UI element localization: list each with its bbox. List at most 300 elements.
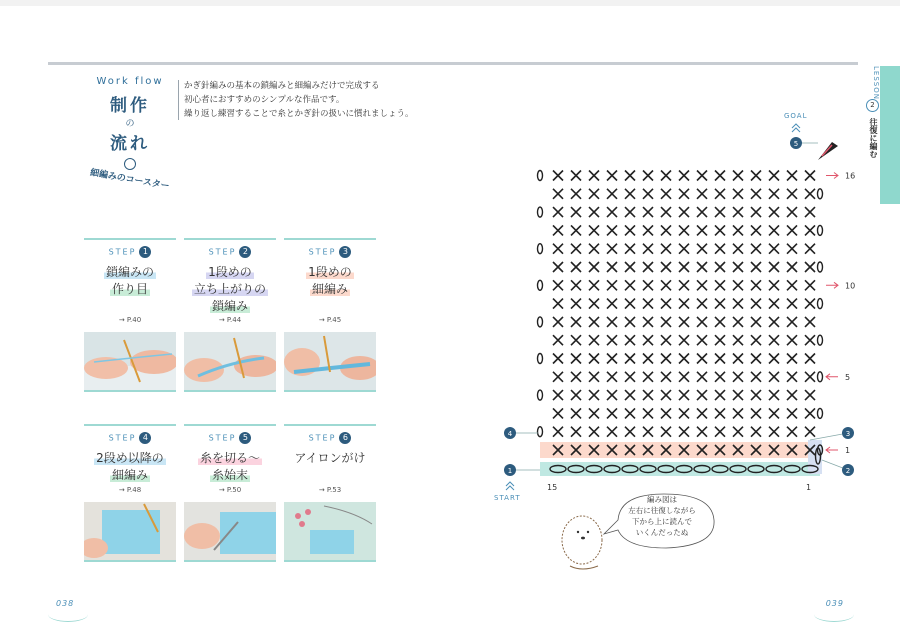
- single-crochet-symbol: [607, 280, 617, 290]
- single-crochet-symbol: [571, 335, 581, 345]
- chain-symbol: [538, 171, 543, 181]
- single-crochet-symbol: [805, 372, 815, 382]
- single-crochet-symbol: [553, 244, 563, 254]
- single-crochet-symbol: [589, 335, 599, 345]
- single-crochet-symbol: [751, 372, 761, 382]
- single-crochet-symbol: [733, 372, 743, 382]
- single-crochet-symbol: [805, 335, 815, 345]
- single-crochet-symbol: [589, 408, 599, 418]
- single-crochet-symbol: [805, 354, 815, 364]
- goal-label: GOAL: [784, 112, 808, 120]
- single-crochet-symbol: [769, 390, 779, 400]
- single-crochet-symbol: [607, 408, 617, 418]
- single-crochet-symbol: [643, 354, 653, 364]
- single-crochet-symbol: [553, 189, 563, 199]
- step-page-ref: → P.44: [218, 316, 242, 324]
- single-crochet-symbol: [607, 171, 617, 181]
- single-crochet-symbol: [805, 244, 815, 254]
- single-crochet-symbol: [643, 262, 653, 272]
- step-page-ref: → P.48: [118, 486, 142, 494]
- single-crochet-symbol: [661, 225, 671, 235]
- single-crochet-symbol: [679, 189, 689, 199]
- single-crochet-symbol: [589, 317, 599, 327]
- row-1-highlight: [540, 442, 820, 458]
- single-crochet-symbol: [661, 299, 671, 309]
- single-crochet-symbol: [679, 408, 689, 418]
- intro-line: かぎ針編みの基本の鎖編みと細編みだけで完成する: [184, 81, 380, 91]
- single-crochet-symbol: [769, 335, 779, 345]
- single-crochet-symbol: [607, 427, 617, 437]
- single-crochet-symbol: [715, 299, 725, 309]
- single-crochet-symbol: [715, 354, 725, 364]
- single-crochet-symbol: [571, 225, 581, 235]
- row-arrow: [826, 282, 838, 288]
- single-crochet-symbol: [553, 207, 563, 217]
- single-crochet-symbol: [805, 280, 815, 290]
- single-crochet-symbol: [769, 207, 779, 217]
- single-crochet-symbol: [697, 225, 707, 235]
- chain-symbol: [538, 427, 543, 437]
- single-crochet-symbol: [643, 189, 653, 199]
- single-crochet-symbol: [751, 408, 761, 418]
- single-crochet-symbol: [661, 408, 671, 418]
- hedgehog-eye-icon: [577, 531, 579, 533]
- single-crochet-symbol: [787, 335, 797, 345]
- chain-symbol: [818, 408, 823, 418]
- single-crochet-symbol: [625, 280, 635, 290]
- single-crochet-symbol: [697, 299, 707, 309]
- single-crochet-symbol: [661, 317, 671, 327]
- single-crochet-symbol: [787, 189, 797, 199]
- single-crochet-symbol: [697, 189, 707, 199]
- single-crochet-symbol: [751, 354, 761, 364]
- single-crochet-symbol: [715, 372, 725, 382]
- step-head: STEP 2: [184, 246, 276, 258]
- single-crochet-symbol: [625, 225, 635, 235]
- single-crochet-symbol: [679, 207, 689, 217]
- single-crochet-symbol: [679, 225, 689, 235]
- page-number-right: 039: [825, 599, 844, 608]
- start-label: START: [494, 494, 521, 502]
- lesson-label: LESSON: [872, 66, 880, 100]
- single-crochet-symbol: [751, 189, 761, 199]
- single-crochet-symbol: [751, 335, 761, 345]
- marker-number: 2: [845, 467, 851, 475]
- single-crochet-symbol: [661, 244, 671, 254]
- single-crochet-symbol: [571, 189, 581, 199]
- single-crochet-symbol: [553, 390, 563, 400]
- single-crochet-symbol: [733, 390, 743, 400]
- single-crochet-symbol: [715, 189, 725, 199]
- single-crochet-symbol: [607, 390, 617, 400]
- single-crochet-symbol: [553, 262, 563, 272]
- row-label: 10: [845, 281, 856, 291]
- single-crochet-symbol: [769, 372, 779, 382]
- single-crochet-symbol: [733, 408, 743, 418]
- single-crochet-symbol: [553, 171, 563, 181]
- lesson-number: 2: [866, 99, 879, 112]
- single-crochet-symbol: [643, 225, 653, 235]
- chain-symbol: [538, 354, 543, 364]
- single-crochet-symbol: [715, 207, 725, 217]
- single-crochet-symbol: [787, 354, 797, 364]
- step-title: 糸を切る〜 糸始末: [199, 451, 260, 482]
- single-crochet-symbol: [589, 171, 599, 181]
- single-crochet-symbol: [751, 427, 761, 437]
- single-crochet-symbol: [589, 427, 599, 437]
- single-crochet-symbol: [625, 408, 635, 418]
- chain-symbol: [538, 207, 543, 217]
- single-crochet-symbol: [733, 354, 743, 364]
- chain-symbol: [538, 317, 543, 327]
- foundation-highlight: [540, 462, 820, 476]
- step-head: STEP 5: [184, 432, 276, 444]
- step-head: STEP 4: [84, 432, 176, 444]
- single-crochet-symbol: [787, 207, 797, 217]
- single-crochet-symbol: [751, 280, 761, 290]
- row-label: 16: [845, 171, 856, 181]
- row-arrow: [826, 173, 838, 179]
- single-crochet-symbol: [625, 207, 635, 217]
- single-crochet-symbol: [679, 244, 689, 254]
- single-crochet-symbol: [679, 335, 689, 345]
- single-crochet-symbol: [697, 354, 707, 364]
- single-crochet-symbol: [679, 317, 689, 327]
- step-title: 1段めの 立ち上がりの 鎖編み: [193, 265, 266, 313]
- row-arrow: [826, 447, 838, 453]
- single-crochet-symbol: [787, 408, 797, 418]
- single-crochet-symbol: [571, 171, 581, 181]
- single-crochet-symbol: [607, 354, 617, 364]
- single-crochet-symbol: [697, 427, 707, 437]
- single-crochet-symbol: [571, 372, 581, 382]
- single-crochet-symbol: [805, 299, 815, 309]
- single-crochet-symbol: [715, 408, 725, 418]
- single-crochet-symbol: [661, 427, 671, 437]
- single-crochet-symbol: [643, 427, 653, 437]
- speech-bubble: 編み図は 左右に往復しながら 下から上に読んで いくんだったぬ: [628, 495, 696, 537]
- single-crochet-symbol: [607, 317, 617, 327]
- single-crochet-symbol: [751, 299, 761, 309]
- single-crochet-symbol: [607, 335, 617, 345]
- single-crochet-symbol: [679, 280, 689, 290]
- row-label: 5: [845, 372, 851, 382]
- step-number: 3: [339, 246, 351, 258]
- single-crochet-symbol: [607, 225, 617, 235]
- hedgehog-eye-icon: [587, 531, 589, 533]
- single-crochet-symbol: [787, 262, 797, 272]
- single-crochet-symbol: [805, 207, 815, 217]
- single-crochet-symbol: [733, 317, 743, 327]
- single-crochet-symbol: [643, 372, 653, 382]
- single-crochet-symbol: [805, 427, 815, 437]
- single-crochet-symbol: [571, 244, 581, 254]
- single-crochet-symbol: [751, 390, 761, 400]
- step-title: 鎖編みの 作り目: [105, 265, 154, 296]
- step-number: 2: [239, 246, 251, 258]
- single-crochet-symbol: [571, 354, 581, 364]
- single-crochet-symbol: [553, 299, 563, 309]
- chain-symbol: [818, 335, 823, 345]
- single-crochet-symbol: [805, 408, 815, 418]
- single-crochet-symbol: [715, 262, 725, 272]
- single-crochet-symbol: [733, 299, 743, 309]
- single-crochet-symbol: [697, 317, 707, 327]
- single-crochet-symbol: [571, 408, 581, 418]
- single-crochet-symbol: [733, 262, 743, 272]
- single-crochet-symbol: [607, 372, 617, 382]
- step-title: アイロンがけ: [294, 451, 366, 465]
- single-crochet-symbol: [553, 280, 563, 290]
- single-crochet-symbol: [715, 244, 725, 254]
- workflow-no: の: [125, 119, 135, 129]
- single-crochet-symbol: [625, 171, 635, 181]
- single-crochet-symbol: [805, 262, 815, 272]
- single-crochet-symbol: [661, 390, 671, 400]
- step-head: STEP 3: [284, 246, 376, 258]
- single-crochet-symbol: [733, 171, 743, 181]
- single-crochet-symbol: [553, 225, 563, 235]
- workflow-en: Work flow: [96, 76, 164, 87]
- yarn-end-icon: [818, 142, 838, 160]
- single-crochet-symbol: [805, 171, 815, 181]
- intro-line: 初心者におすすめのシンプルな作品です。: [184, 95, 345, 105]
- step-number: 1: [139, 246, 151, 258]
- single-crochet-symbol: [661, 280, 671, 290]
- single-crochet-symbol: [571, 390, 581, 400]
- chain-symbol: [818, 372, 823, 382]
- single-crochet-symbol: [769, 354, 779, 364]
- single-crochet-symbol: [697, 335, 707, 345]
- single-crochet-symbol: [697, 280, 707, 290]
- single-crochet-symbol: [607, 189, 617, 199]
- single-crochet-symbol: [643, 317, 653, 327]
- single-crochet-symbol: [589, 262, 599, 272]
- chain-symbol: [538, 390, 543, 400]
- single-crochet-symbol: [643, 171, 653, 181]
- single-crochet-symbol: [553, 335, 563, 345]
- single-crochet-symbol: [769, 299, 779, 309]
- single-crochet-symbol: [625, 372, 635, 382]
- single-crochet-symbol: [661, 171, 671, 181]
- single-crochet-symbol: [769, 317, 779, 327]
- single-crochet-symbol: [787, 171, 797, 181]
- single-crochet-symbol: [625, 299, 635, 309]
- workflow-subtitle: 細編みのコースター: [89, 168, 171, 192]
- single-crochet-symbol: [697, 207, 707, 217]
- single-crochet-symbol: [679, 354, 689, 364]
- single-crochet-symbol: [607, 262, 617, 272]
- single-crochet-symbol: [697, 244, 707, 254]
- single-crochet-symbol: [643, 390, 653, 400]
- page-number-arc: [814, 607, 854, 622]
- single-crochet-symbol: [805, 317, 815, 327]
- single-crochet-symbol: [733, 280, 743, 290]
- single-crochet-symbol: [571, 299, 581, 309]
- single-crochet-symbol: [733, 335, 743, 345]
- single-crochet-symbol: [553, 427, 563, 437]
- single-crochet-symbol: [571, 427, 581, 437]
- single-crochet-symbol: [571, 317, 581, 327]
- goal-chevron-icon: [792, 124, 800, 132]
- single-crochet-symbol: [625, 427, 635, 437]
- single-crochet-symbol: [715, 427, 725, 437]
- marker-number: 4: [507, 430, 513, 438]
- single-crochet-symbol: [805, 225, 815, 235]
- single-crochet-symbol: [589, 280, 599, 290]
- single-crochet-symbol: [679, 390, 689, 400]
- step-page-ref: → P.45: [318, 316, 342, 324]
- single-crochet-symbol: [607, 207, 617, 217]
- step-number: 4: [139, 432, 151, 444]
- single-crochet-symbol: [661, 335, 671, 345]
- single-crochet-symbol: [787, 299, 797, 309]
- single-crochet-symbol: [589, 372, 599, 382]
- single-crochet-symbol: [589, 225, 599, 235]
- single-crochet-symbol: [805, 189, 815, 199]
- single-crochet-symbol: [553, 354, 563, 364]
- step-number: 5: [239, 432, 251, 444]
- step-title: 2段め以降の 細編み: [96, 451, 164, 482]
- single-crochet-symbol: [553, 408, 563, 418]
- column-label: 1: [806, 483, 812, 492]
- single-crochet-symbol: [769, 244, 779, 254]
- lesson-title: 往復に編む: [869, 118, 878, 158]
- marker-number: 1: [507, 467, 513, 475]
- single-crochet-symbol: [769, 280, 779, 290]
- single-crochet-symbol: [715, 335, 725, 345]
- row-arrow: [826, 374, 838, 380]
- single-crochet-symbol: [643, 299, 653, 309]
- start-chevron-icon: [506, 482, 514, 490]
- intro-line: 繰り返し練習することで糸とかぎ針の扱いに慣れましょう。: [184, 109, 414, 119]
- single-crochet-symbol: [697, 408, 707, 418]
- single-crochet-symbol: [715, 390, 725, 400]
- single-crochet-symbol: [643, 244, 653, 254]
- single-crochet-symbol: [787, 244, 797, 254]
- single-crochet-symbol: [571, 262, 581, 272]
- single-crochet-symbol: [643, 408, 653, 418]
- workflow-jp2: 流れ: [110, 134, 150, 154]
- step-page-ref: → P.40: [118, 316, 142, 324]
- single-crochet-symbol: [733, 427, 743, 437]
- single-crochet-symbol: [751, 317, 761, 327]
- single-crochet-symbol: [805, 390, 815, 400]
- single-crochet-symbol: [787, 372, 797, 382]
- single-crochet-symbol: [589, 299, 599, 309]
- single-crochet-symbol: [625, 335, 635, 345]
- single-crochet-symbol: [589, 207, 599, 217]
- single-crochet-symbol: [661, 189, 671, 199]
- single-crochet-symbol: [625, 262, 635, 272]
- column-label: 15: [547, 483, 558, 492]
- step-head: STEP 6: [284, 432, 376, 444]
- single-crochet-symbol: [787, 225, 797, 235]
- single-crochet-symbol: [643, 280, 653, 290]
- single-crochet-symbol: [589, 189, 599, 199]
- single-crochet-symbol: [661, 262, 671, 272]
- single-crochet-symbol: [697, 262, 707, 272]
- single-crochet-symbol: [589, 244, 599, 254]
- step-number: 6: [339, 432, 351, 444]
- single-crochet-symbol: [589, 390, 599, 400]
- single-crochet-symbol: [733, 244, 743, 254]
- step-head: STEP 1: [84, 246, 176, 258]
- single-crochet-symbol: [679, 171, 689, 181]
- chain-symbol: [818, 189, 823, 199]
- single-crochet-symbol: [679, 299, 689, 309]
- single-crochet-symbol: [769, 171, 779, 181]
- single-crochet-symbol: [769, 189, 779, 199]
- single-crochet-symbol: [769, 225, 779, 235]
- single-crochet-symbol: [607, 299, 617, 309]
- single-crochet-symbol: [787, 390, 797, 400]
- single-crochet-symbol: [679, 427, 689, 437]
- single-crochet-symbol: [715, 171, 725, 181]
- chain-symbol: [818, 262, 823, 272]
- workflow-jp1: 制作: [110, 96, 150, 116]
- marker-number: 5: [793, 140, 799, 148]
- single-crochet-symbol: [625, 189, 635, 199]
- single-crochet-symbol: [661, 372, 671, 382]
- row-label: 1: [845, 446, 851, 455]
- single-crochet-symbol: [733, 189, 743, 199]
- single-crochet-symbol: [751, 171, 761, 181]
- single-crochet-symbol: [769, 262, 779, 272]
- chain-symbol: [818, 225, 823, 235]
- single-crochet-symbol: [643, 335, 653, 345]
- single-crochet-symbol: [769, 408, 779, 418]
- single-crochet-symbol: [751, 225, 761, 235]
- single-crochet-symbol: [697, 390, 707, 400]
- step-page-ref: → P.53: [318, 486, 342, 494]
- single-crochet-symbol: [589, 354, 599, 364]
- page-number-left: 038: [56, 599, 75, 608]
- hedgehog-nose-icon: [581, 537, 585, 540]
- single-crochet-symbol: [751, 207, 761, 217]
- single-crochet-symbol: [715, 225, 725, 235]
- single-crochet-symbol: [553, 372, 563, 382]
- single-crochet-symbol: [625, 354, 635, 364]
- single-crochet-symbol: [787, 427, 797, 437]
- single-crochet-symbol: [769, 427, 779, 437]
- single-crochet-symbol: [625, 317, 635, 327]
- single-crochet-symbol: [715, 280, 725, 290]
- single-crochet-symbol: [715, 317, 725, 327]
- single-crochet-symbol: [607, 244, 617, 254]
- single-crochet-symbol: [661, 354, 671, 364]
- single-crochet-symbol: [643, 207, 653, 217]
- hedgehog-body-icon: [562, 516, 602, 564]
- chain-symbol: [818, 299, 823, 309]
- chain-symbol: [538, 244, 543, 254]
- single-crochet-symbol: [679, 372, 689, 382]
- single-crochet-symbol: [571, 280, 581, 290]
- single-crochet-symbol: [625, 244, 635, 254]
- single-crochet-symbol: [661, 207, 671, 217]
- single-crochet-symbol: [751, 262, 761, 272]
- single-crochet-symbol: [733, 225, 743, 235]
- step-title: 1段めの 細編み: [308, 265, 352, 296]
- single-crochet-symbol: [751, 244, 761, 254]
- single-crochet-symbol: [787, 280, 797, 290]
- hedgehog-feet-icon: [570, 566, 598, 569]
- step-page-ref: → P.50: [218, 486, 242, 494]
- single-crochet-symbol: [697, 372, 707, 382]
- single-crochet-symbol: [625, 390, 635, 400]
- single-crochet-symbol: [571, 207, 581, 217]
- single-crochet-symbol: [787, 317, 797, 327]
